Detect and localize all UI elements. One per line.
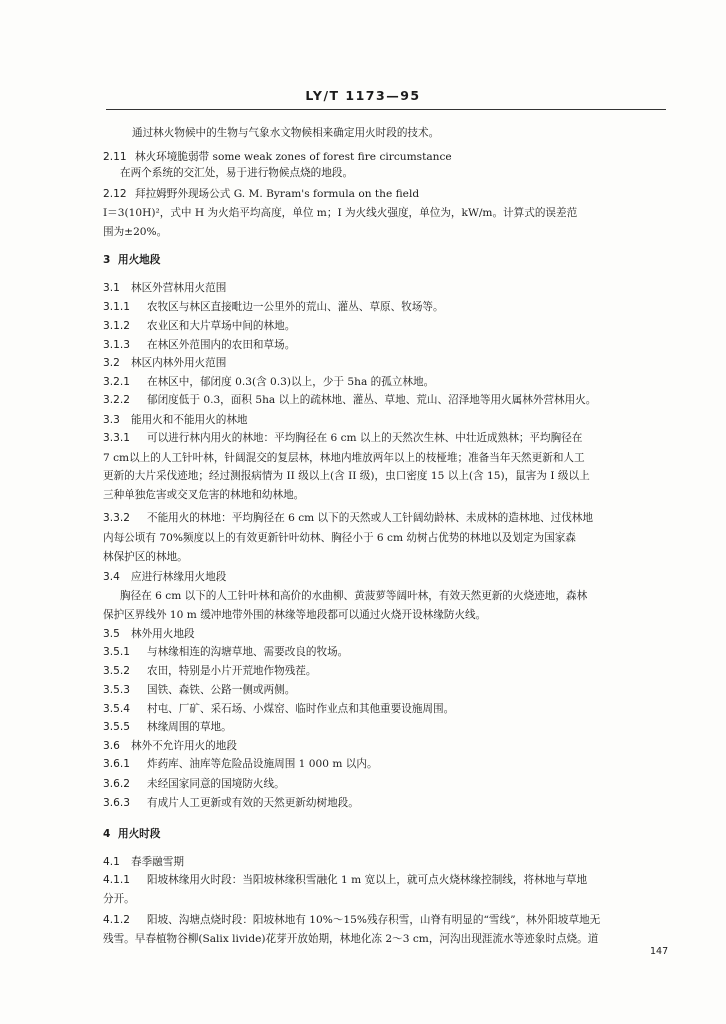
line-text: 在林区外范围内的农田和草场。 <box>147 339 296 351</box>
line-text: 农业区和大片草场中间的林地。 <box>147 320 296 332</box>
line-text: 有成片人工更新或有效的天然更新幼树地段。 <box>147 797 359 809</box>
line-text: 保护区界线外 10 m 缓冲地带外围的林缘等地段都可以通过火烧开设林缘防火线。 <box>103 609 487 621</box>
section-number: 3.5.2 <box>103 665 130 677</box>
line-text: 与林缘相连的沟塘草地、需要改良的牧场。 <box>147 646 349 658</box>
line-text: 阳坡林缘用火时段：当阳坡林缘积雪融化 1 m 宽以上，就可点火烧林缘控制线，将林地与草地 <box>147 874 588 886</box>
line-text: 农牧区与林区直接毗边一公里外的荒山、灌丛、草原、牧场等。 <box>147 301 444 313</box>
line-text: 未经国家同意的国境防火线。 <box>147 778 285 790</box>
section-number: 3.1.3 <box>103 339 130 351</box>
line-text: 三种单独危害或交叉危害的林地和幼林地。 <box>103 489 305 501</box>
section-number: 4 <box>103 828 111 840</box>
line-text: 应进行林缘用火地段 <box>131 571 227 583</box>
line-text: 通过林火物候中的生物与气象水文物候相来确定用火时段的技术。 <box>132 127 440 139</box>
line-text: 内每公顷有 70%频度以上的有效更新针叶幼林、胸径小于 6 cm 幼树占优势的林地以及划定为国家森 <box>103 532 576 544</box>
line-text: 国铁、森铁、公路一侧或两侧。 <box>147 684 296 696</box>
line-text: 围为±20%。 <box>103 226 168 238</box>
section-number: 4.1.1 <box>103 874 130 886</box>
section-number: 3.3 <box>103 414 120 426</box>
section-number: 3.3.2 <box>103 512 130 524</box>
line-text: 7 cm以上的人工针叶林，针阔混交的复层林，林地内堆放两年以上的枝桠堆；准备当年天然更新和人工 <box>103 452 585 464</box>
line-text: 分开。 <box>103 893 135 905</box>
line-text: 林外不允许用火的地段 <box>131 740 237 752</box>
line-text: 农田，特别是小片开荒地作物残茬。 <box>147 665 317 677</box>
line-text: 林区内林外用火范围 <box>131 357 227 369</box>
line-text: 林火环境脆弱带 some weak zones of forest fire circumstance <box>135 151 452 163</box>
section-number: 3.1.2 <box>103 320 130 332</box>
line-text: 阳坡、沟塘点烧时段：阳坡林地有 10%～15%残存积雪，山脊有明显的“雪线”，林外阳坡草地无 <box>147 914 601 926</box>
line-text: 林保护区的林地。 <box>103 551 188 563</box>
line-text: 林区外营林用火范围 <box>131 282 227 294</box>
section-number: 3 <box>103 254 111 266</box>
line-text: 在两个系统的交汇处，易于进行物候点烧的地段。 <box>120 167 354 179</box>
line-text: 可以进行林内用火的林地：平均胸径在 6 cm 以上的天然次生林、中壮近成熟林；平均胸径在 <box>147 432 583 444</box>
line-text: 在林区中，郁闭度 0.3(含 0.3)以上，少于 5ha 的孤立林地。 <box>147 376 435 388</box>
section-number: 3.6 <box>103 740 120 752</box>
section-number: 2.11 <box>103 151 127 163</box>
line-text: 能用火和不能用火的林地 <box>131 414 248 426</box>
section-number: 3.2.2 <box>103 394 130 406</box>
line-text: 用火地段 <box>118 254 161 266</box>
line-text: 更新的大片采伐迹地；经过测报病情为 II 级以上(含 II 级)，虫口密度 15 以上(含 15)，鼠害为 I 级以上 <box>103 470 590 482</box>
section-number: 3.5.3 <box>103 684 130 696</box>
running-header: LY/T 1173—95 <box>305 88 421 103</box>
line-text: 残雪。早春植物谷柳(Salix livide)花芽开放始期，林地化冻 2～3 cm，河沟出现涯流水等迹象时点烧。道 <box>103 933 599 945</box>
line-text: 林缘周围的草地。 <box>147 721 232 733</box>
section-number: 2.12 <box>103 188 127 200</box>
line-text: I＝3(10H)²，式中 H 为火焰平均高度，单位 m；I 为火线火强度，单位为，kW/m。计算式的误差范 <box>103 207 578 219</box>
line-text: 用火时段 <box>118 828 161 840</box>
line-text: 春季融雪期 <box>131 856 184 868</box>
line-text: 胸径在 6 cm 以下的人工针叶林和高价的水曲柳、黄菠萝等阔叶林，有效天然更新的火烧迹地，森林 <box>120 590 588 602</box>
line-text: 郁闭度低于 0.3，面积 5ha 以上的疏林地、灌丛、草地、荒山、沼泽地等用火属林外营林用火。 <box>147 394 597 406</box>
section-number: 3.1.1 <box>103 301 130 313</box>
line-text: 林外用火地段 <box>131 628 195 640</box>
section-number: 3.1 <box>103 282 120 294</box>
line-text: 村屯、厂矿、采石场、小煤窑、临时作业点和其他重要设施周围。 <box>147 703 455 715</box>
section-number: 4.1 <box>103 856 120 868</box>
section-number: 4.1.2 <box>103 914 130 926</box>
section-number: 3.3.1 <box>103 432 130 444</box>
section-number: 3.5 <box>103 628 120 640</box>
section-number: 3.6.2 <box>103 778 130 790</box>
section-number: 3.5.5 <box>103 721 130 733</box>
section-number: 3.4 <box>103 571 120 583</box>
line-text: 不能用火的林地：平均胸径在 6 cm 以下的天然或人工针阔幼龄林、未成林的造林地、过伐林地 <box>147 512 593 524</box>
section-number: 3.2.1 <box>103 376 130 388</box>
header-rule <box>106 109 666 110</box>
line-text: 拜拉姆野外现场公式 G. M. Byram's formula on the field <box>135 188 420 200</box>
section-number: 3.5.4 <box>103 703 130 715</box>
section-number: 3.6.3 <box>103 797 130 809</box>
line-text: 炸药库、油库等危险品设施周围 1 000 m 以内。 <box>147 758 378 770</box>
section-number: 3.5.1 <box>103 646 130 658</box>
page-number: 147 <box>650 946 669 957</box>
section-number: 3.2 <box>103 357 120 369</box>
section-number: 3.6.1 <box>103 758 130 770</box>
